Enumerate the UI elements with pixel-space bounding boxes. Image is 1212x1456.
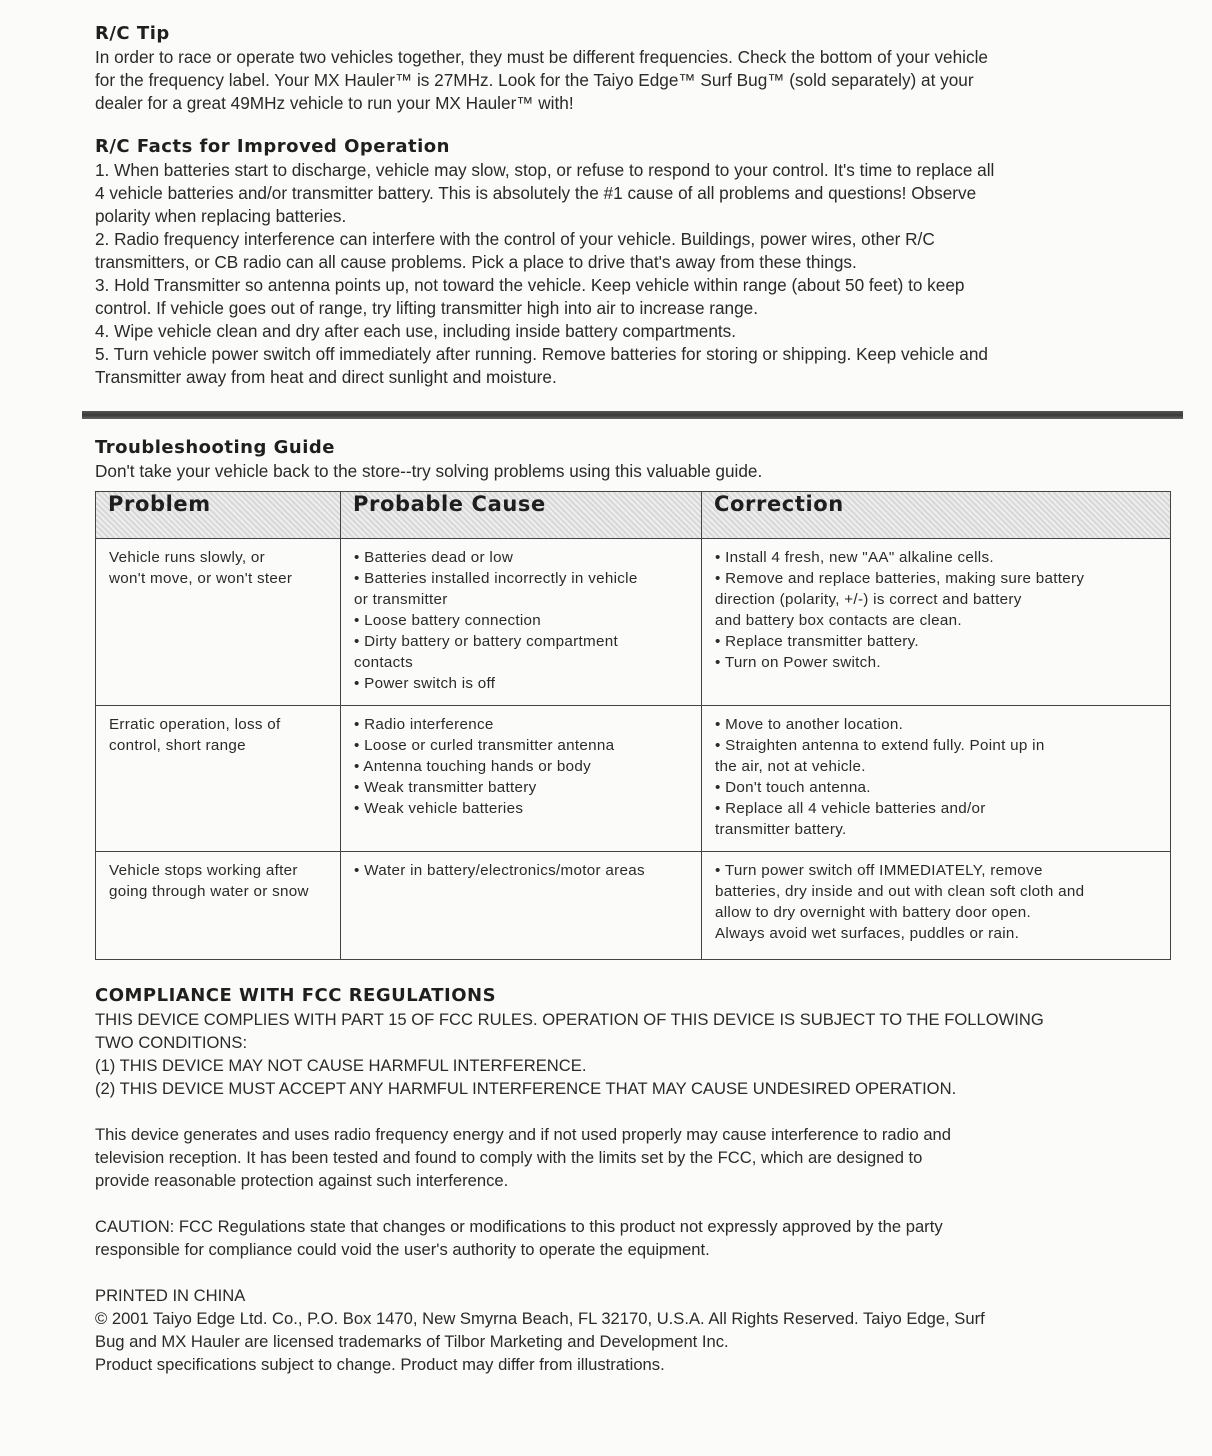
cell-line: direction (polarity, +/-) is correct and battery — [715, 591, 1022, 608]
cell-line: • Radio interference — [354, 716, 494, 733]
cell-line: • Loose battery connection — [354, 612, 542, 629]
cell-line: contacts — [354, 654, 413, 671]
header-probable-cause: Probable Cause — [341, 492, 702, 539]
rc-facts-line: 1. When batteries start to discharge, vehicle may slow, stop, or refuse to respond to your control. It's time to replace all — [95, 160, 995, 180]
cell-line: • Straighten antenna to extend fully. Point up in — [715, 737, 1045, 754]
cell-line: • Replace all 4 vehicle batteries and/or — [715, 800, 986, 817]
cell-line: • Antenna touching hands or body — [354, 758, 591, 775]
cell-line: Vehicle stops working after — [109, 862, 298, 879]
cause-cell — [341, 706, 702, 852]
correction-cell — [702, 706, 1171, 852]
section-divider — [82, 411, 1183, 419]
fcc-line: television reception. It has been tested and found to comply with the limits set by the FCC, which are designed to — [95, 1148, 923, 1167]
table-header-row — [96, 492, 1171, 539]
cell-line: • Loose or curled transmitter antenna — [354, 737, 615, 754]
fcc-line: (1) THIS DEVICE MAY NOT CAUSE HARMFUL INTERFERENCE. — [95, 1056, 587, 1075]
header-problem: Problem — [96, 492, 341, 539]
cell-line: • Install 4 fresh, new "AA" alkaline cells. — [715, 549, 994, 566]
correction-cell — [702, 539, 1171, 706]
cell-line: • Weak transmitter battery — [354, 779, 537, 796]
fcc-line: Bug and MX Hauler are licensed trademarks of Tilbor Marketing and Development Inc. — [95, 1332, 729, 1351]
fcc-line: This device generates and uses radio frequency energy and if not used properly may cause interference to radio and — [95, 1125, 952, 1144]
cell-line: batteries, dry inside and out with clean soft cloth and — [715, 883, 1085, 900]
cell-line: • Turn power switch off IMMEDIATELY, remove — [715, 862, 1043, 879]
rc-facts-line: transmitters, or CB radio can all cause problems. Pick a place to drive that's away from these things. — [95, 252, 857, 272]
cell-line: going through water or snow — [109, 883, 309, 900]
cell-line: • Move to another location. — [715, 716, 904, 733]
rc-facts-heading: R/C Facts for Improved Operation — [95, 136, 450, 157]
cell-line: transmitter battery. — [715, 821, 847, 838]
cell-line: • Batteries dead or low — [354, 549, 514, 566]
cell-line: Vehicle runs slowly, or — [109, 549, 266, 566]
rc-tip-section — [95, 22, 1180, 115]
cell-line: • Remove and replace batteries, making sure battery — [715, 570, 1085, 587]
rc-tip-line: dealer for a great 49MHz vehicle to run your MX Hauler™ with! — [95, 93, 574, 113]
rc-tip-heading: R/C Tip — [95, 23, 170, 44]
fcc-line: provide reasonable protection against such interference. — [95, 1171, 509, 1190]
cell-line: • Dirty battery or battery compartment — [354, 633, 619, 650]
fcc-line: THIS DEVICE COMPLIES WITH PART 15 OF FCC RULES. OPERATION OF THIS DEVICE IS SUBJECT TO THE FOLLOWING — [95, 1010, 1044, 1029]
cell-line: • Water in battery/electronics/motor areas — [354, 862, 645, 879]
cause-cell — [341, 539, 702, 706]
rc-facts-line: 3. Hold Transmitter so antenna points up, not toward the vehicle. Keep vehicle within range (about 50 feet) to keep — [95, 275, 965, 295]
rc-facts-line: polarity when replacing batteries. — [95, 206, 347, 226]
problem-cell — [96, 706, 341, 852]
cell-line: or transmitter — [354, 591, 448, 608]
troubleshooting-heading: Troubleshooting Guide — [95, 437, 335, 458]
rc-facts-line: control. If vehicle goes out of range, try lifting transmitter high into air to increase range. — [95, 298, 759, 318]
fcc-line: © 2001 Taiyo Edge Ltd. Co., P.O. Box 1470, New Smyrna Beach, FL 32170, U.S.A. All Rights Reserved. Taiyo Edge, Surf — [95, 1309, 985, 1328]
correction-cell — [702, 852, 1171, 960]
problem-cell — [96, 852, 341, 960]
fcc-line: PRINTED IN CHINA — [95, 1286, 246, 1305]
cell-line: the air, not at vehicle. — [715, 758, 866, 775]
cell-line: control, short range — [109, 737, 246, 754]
cell-line: • Don't touch antenna. — [715, 779, 871, 796]
cell-line: Always avoid wet surfaces, puddles or rain. — [715, 925, 1020, 942]
cause-cell — [341, 852, 702, 960]
fcc-line: (2) THIS DEVICE MUST ACCEPT ANY HARMFUL INTERFERENCE THAT MAY CAUSE UNDESIRED OPERATION. — [95, 1079, 957, 1098]
fcc-line: responsible for compliance could void the user's authority to operate the equipment. — [95, 1240, 710, 1259]
rc-facts-line: 4 vehicle batteries and/or transmitter battery. This is absolutely the #1 cause of all problems and questions! Observe — [95, 183, 977, 203]
fcc-line: TWO CONDITIONS: — [95, 1033, 248, 1052]
rc-facts-section — [95, 135, 1180, 389]
fcc-compliance-section — [95, 984, 1180, 1376]
cell-line: • Batteries installed incorrectly in vehicle — [354, 570, 638, 587]
cell-line: • Replace transmitter battery. — [715, 633, 919, 650]
rc-facts-line: 2. Radio frequency interference can interfere with the control of your vehicle. Buildings, power wires, other R/C — [95, 229, 935, 249]
fcc-line: Product specifications subject to change. Product may differ from illustrations. — [95, 1355, 665, 1374]
rc-facts-line: Transmitter away from heat and direct sunlight and moisture. — [95, 367, 557, 387]
problem-cell — [96, 539, 341, 706]
rc-tip-line: for the frequency label. Your MX Hauler™ is 27MHz. Look for the Taiyo Edge™ Surf Bug™ (sold separately) at your — [95, 70, 974, 90]
troubleshooting-table — [95, 491, 1171, 960]
cell-line: Erratic operation, loss of — [109, 716, 281, 733]
fcc-line: CAUTION: FCC Regulations state that changes or modifications to this product not expressly approved by the party — [95, 1217, 943, 1236]
rc-facts-line: 5. Turn vehicle power switch off immediately after running. Remove batteries for storing or shipping. Keep vehicle and — [95, 344, 988, 364]
troubleshooting-section — [95, 436, 1180, 483]
rc-tip-line: In order to race or operate two vehicles together, they must be different frequencies. Check the bottom of your vehicle — [95, 47, 988, 67]
cell-line: • Turn on Power switch. — [715, 654, 881, 671]
cell-line: allow to dry overnight with battery door open. — [715, 904, 1032, 921]
troubleshooting-subtitle: Don't take your vehicle back to the store--try solving problems using this valuable guide. — [95, 461, 763, 481]
table-row — [96, 852, 1171, 960]
cell-line: and battery box contacts are clean. — [715, 612, 962, 629]
table-row — [96, 539, 1171, 706]
cell-line: won't move, or won't steer — [109, 570, 293, 587]
cell-line: • Weak vehicle batteries — [354, 800, 524, 817]
table-row — [96, 706, 1171, 852]
header-correction: Correction — [702, 492, 1171, 539]
fcc-heading: COMPLIANCE WITH FCC REGULATIONS — [95, 985, 497, 1006]
rc-facts-line: 4. Wipe vehicle clean and dry after each use, including inside battery compartments. — [95, 321, 737, 341]
cell-line: • Power switch is off — [354, 675, 496, 692]
